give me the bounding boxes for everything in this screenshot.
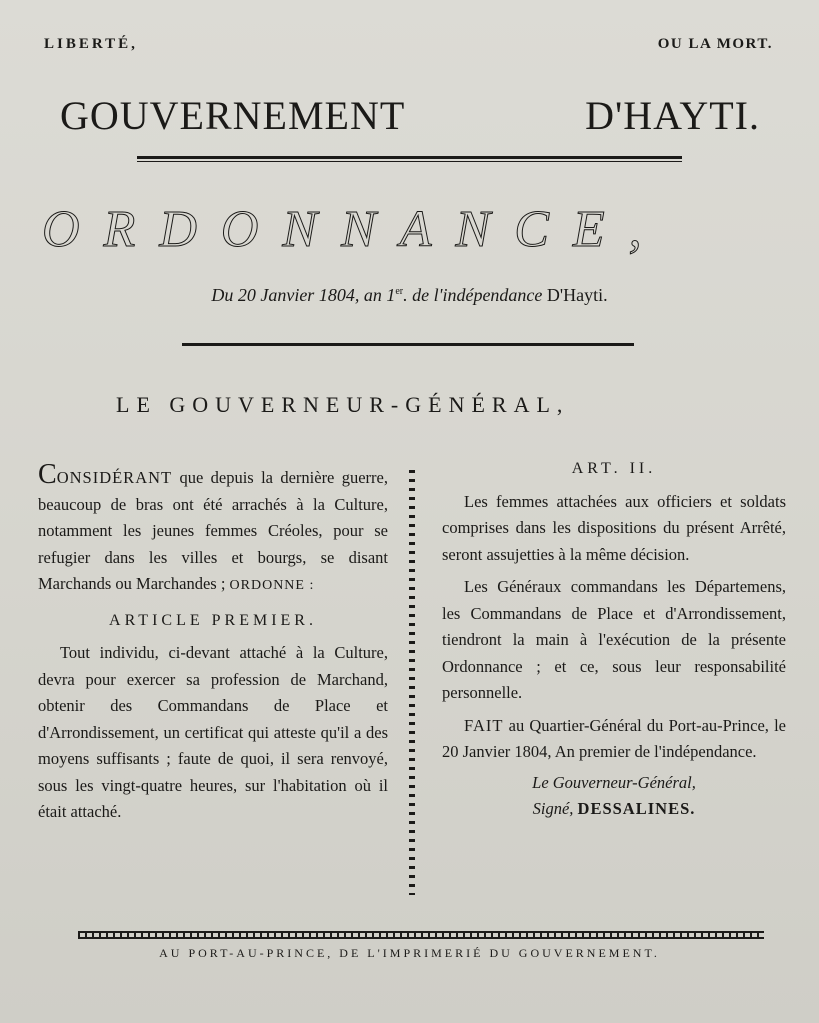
header-rule-thin	[137, 161, 682, 162]
dateline-part2: . de l'indépendance	[403, 285, 543, 305]
motto-ou-la-mort: OU LA MORT.	[657, 36, 773, 52]
left-column	[38, 459, 388, 826]
paragraph2-text: Les Généraux commandans les Départemens, les Commandans de Place et d'Arrondissement, tiendront la main à l'exécution de la présente Ordonnance ; et ce, sous leur responsabilité personnelle.	[442, 577, 786, 702]
document-title: ORDONNANCE,	[42, 201, 666, 258]
fait-label: FAIT	[464, 715, 504, 735]
article1-text: Tout individu, ci-devant attaché à la Culture, devra pour exercer sa profession de Marchand, obtenir des Commandans de Place et d'Arrondissement, un certificat qui atteste qu'il a des moyens suffisants ; faute de quoi, il sera renvoyé, sous les vingt-quatre heures, sur l'habitation où il était attaché.	[38, 643, 388, 821]
motto-liberte: LIBERTÉ,	[44, 36, 138, 52]
article2-text: Les femmes attachées aux officiers et soldats comprises dans les dispositions du présent Arrêté, seront assujetties à la même décision.	[442, 491, 786, 564]
signature-line	[442, 796, 786, 823]
fait-paragraph	[442, 713, 786, 766]
intro-paragraph	[38, 459, 388, 600]
signature-name: DESSALINES.	[577, 799, 696, 818]
ordonne-label: ORDONNE :	[229, 578, 315, 593]
printer-line: AU PORT-AU-PRINCE, DE L'IMPRIMERIÉ DU GOUVERNEMENT.	[159, 946, 660, 960]
governor-heading: LE GOUVERNEUR-GÉNÉRAL,	[116, 392, 570, 417]
dateline-sup: er	[395, 286, 404, 297]
article1-heading: ARTICLE PREMIER.	[109, 611, 317, 629]
dateline	[0, 285, 819, 306]
article2-heading: ART. II.	[571, 460, 657, 477]
intro-smallcaps: ONSIDÉRANT	[56, 468, 173, 487]
fait-text: au Quartier-Général du Port-au-Prince, le 20 Janvier 1804, An premier de l'indépendance.	[442, 715, 786, 761]
right-column	[442, 456, 786, 823]
government-title-word2: D'HAYTI.	[585, 93, 760, 138]
dropcap: C	[38, 459, 57, 490]
signature-title: Le Gouverneur-Général,	[532, 772, 696, 792]
government-title	[60, 92, 760, 139]
dateline-part1: Du 20 Janvier 1804, an 1	[211, 285, 396, 305]
government-title-word1: GOUVERNEMENT	[60, 93, 406, 138]
dateline-part3: D'Hayti.	[546, 285, 608, 305]
dateline-rule	[182, 343, 634, 346]
bottom-ornament-rule	[78, 928, 764, 942]
header-rule-thick	[137, 156, 682, 159]
signature-signe: Signé,	[532, 799, 574, 818]
intro-text: que depuis la dernière guerre, beaucoup de bras ont été arrachés à la Culture, notamment les jeunes femmes Créoles, pour se refugier dans les villes et bourgs, se disant Marchands ou Marchandes ;	[38, 468, 388, 593]
column-divider-ornament	[405, 470, 419, 895]
